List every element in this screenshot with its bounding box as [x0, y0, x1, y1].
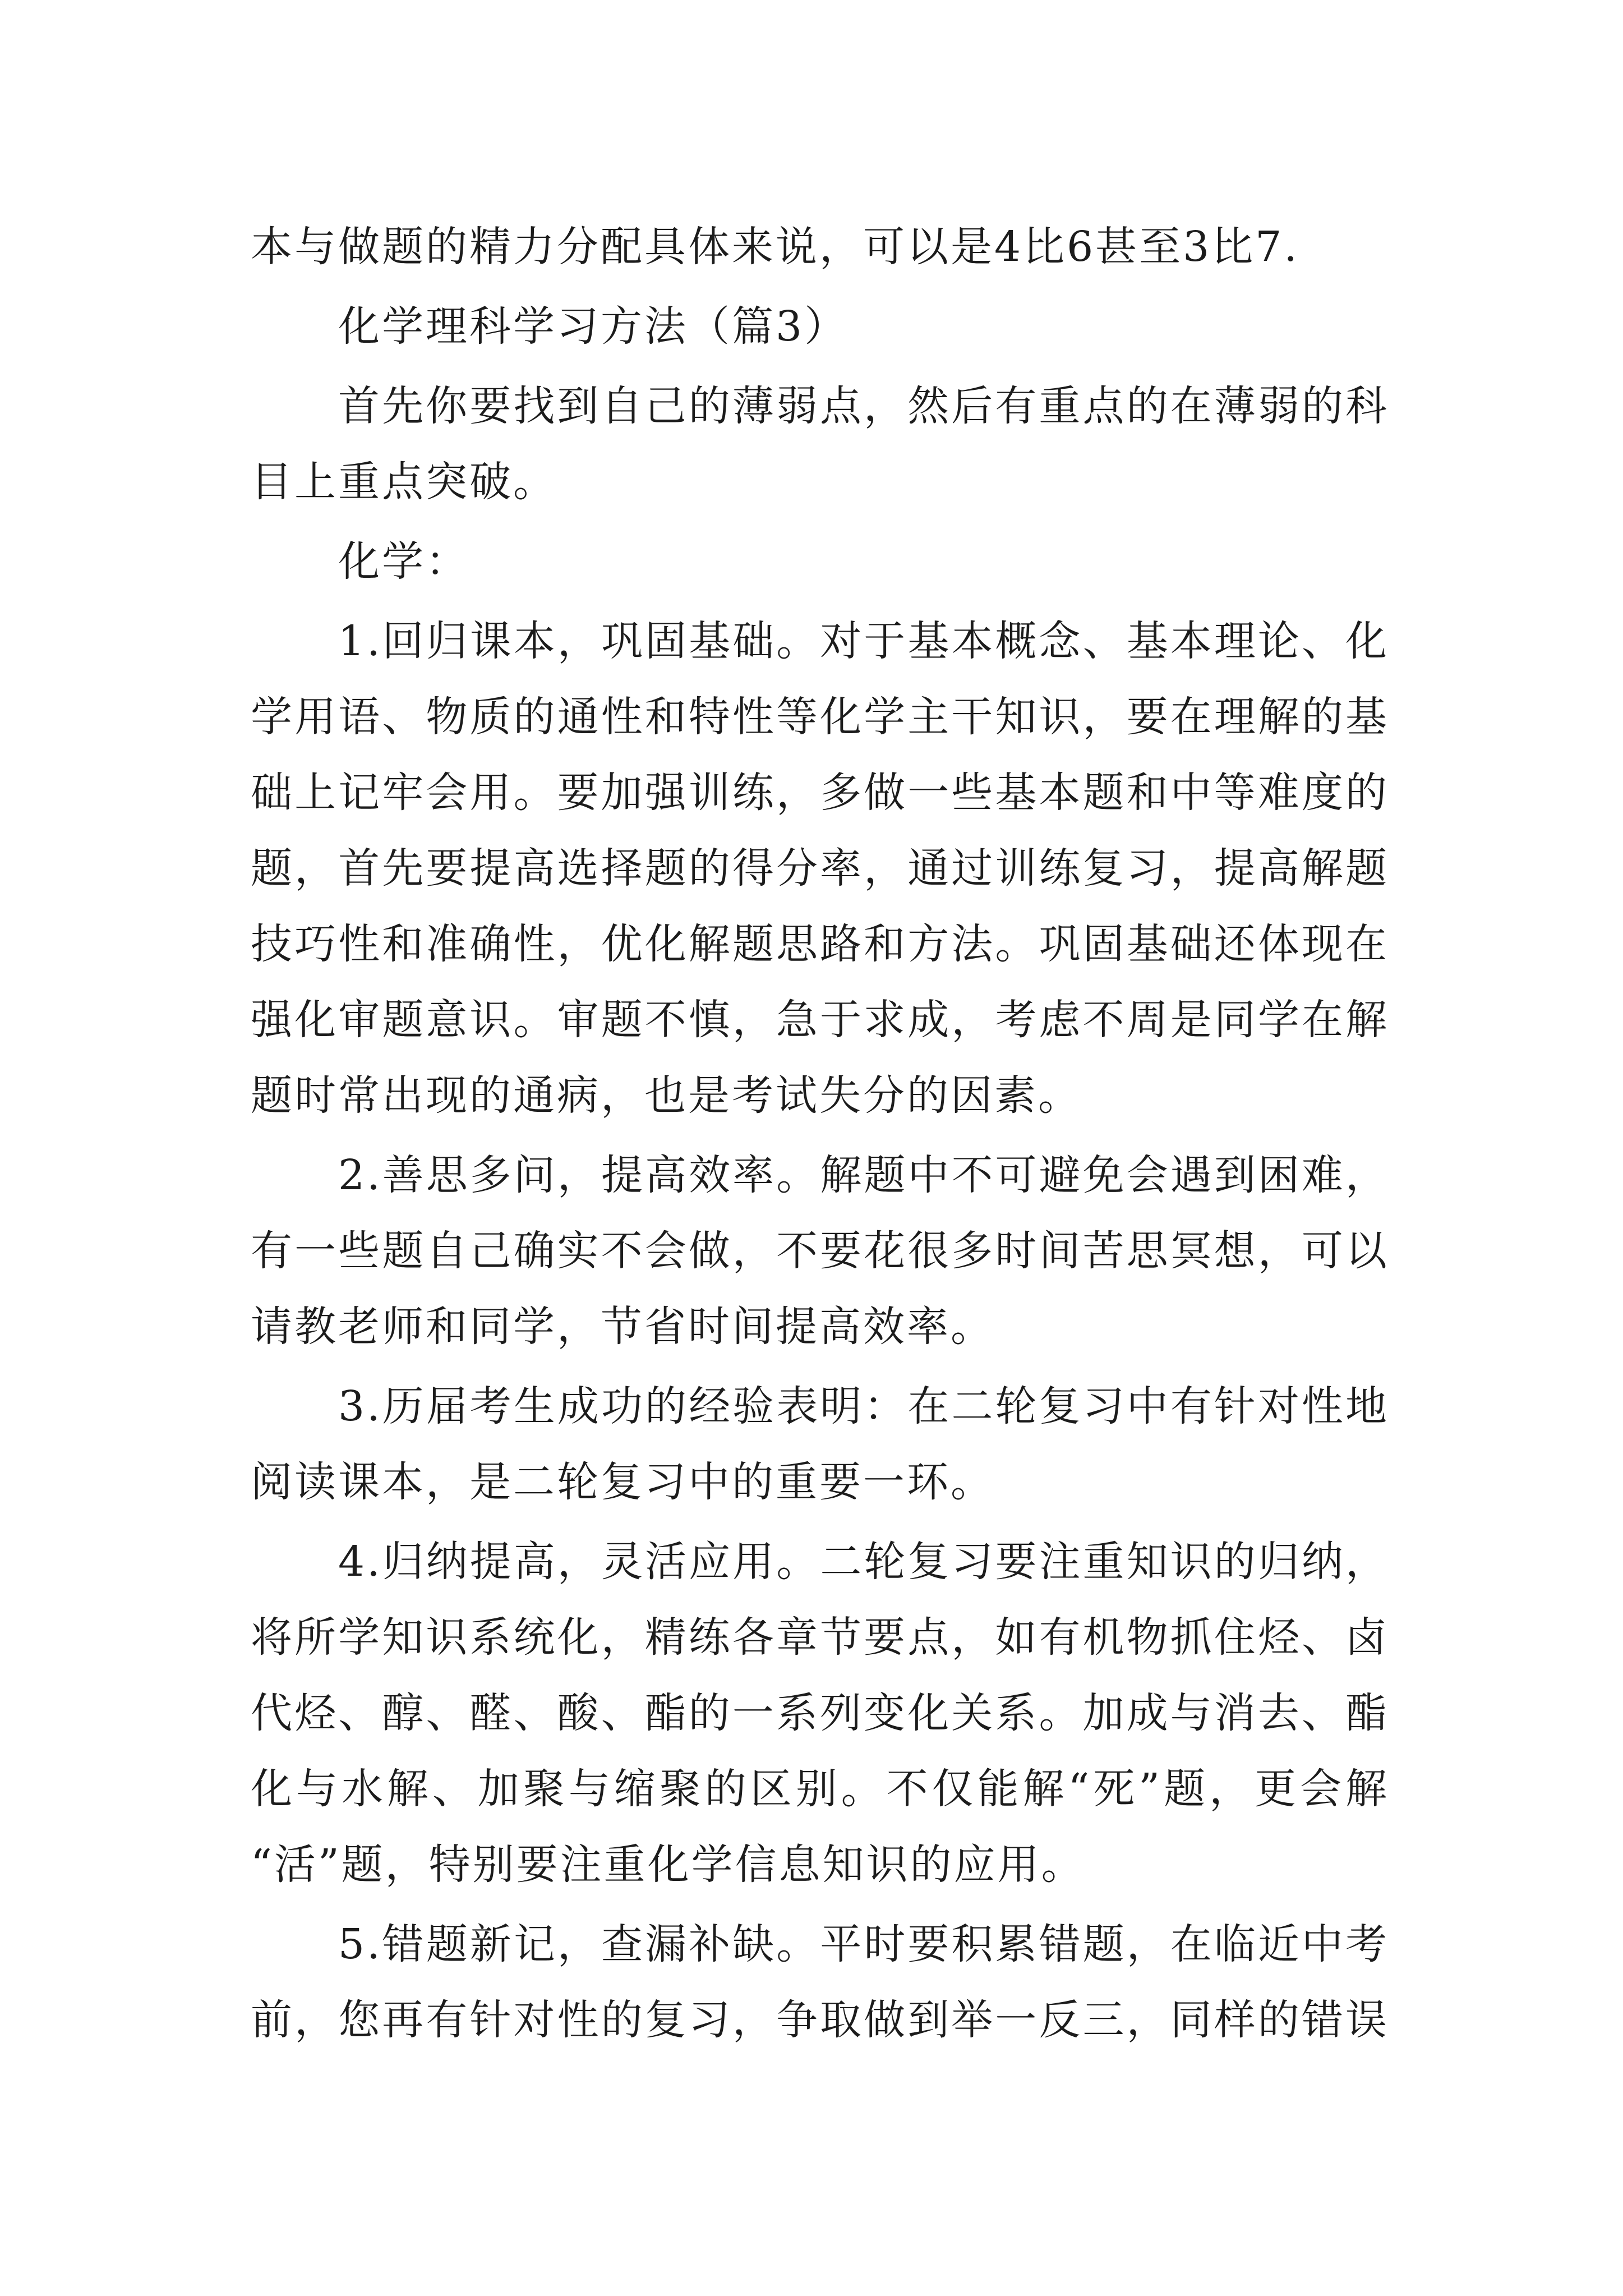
text-line: 5.错题新记，查漏补缺。平时要积累错题，在临近中考: [338, 1920, 1389, 1968]
text-line: 强化审题意识。审题不慎，急于求成，考虑不周是同学在解: [251, 996, 1389, 1044]
subject-label: 化学：: [338, 537, 469, 586]
tip-paragraph-5: [251, 1907, 1389, 2058]
intro-paragraph: [251, 369, 1389, 520]
text-line: 前，您再有针对性的复习，争取做到举一反三，同样的错误: [251, 1996, 1389, 2044]
continuation-paragraph: [251, 209, 1389, 285]
text-line: 本与做题的精力分配具体来说，可以是4比6甚至3比7.: [251, 223, 1299, 271]
text-line: “活”题，特别要注重化学信息知识的应用。: [251, 1841, 1085, 1889]
tip-paragraph-4: [251, 1524, 1389, 1903]
text-line: 请教老师和同学，节省时间提高效率。: [251, 1303, 994, 1351]
tip-paragraph-1: [251, 604, 1389, 1134]
section-heading: [251, 289, 1389, 365]
text-line: 3.历届考生成功的经验表明：在二轮复习中有针对性地: [338, 1382, 1389, 1430]
text-line: 1.回归课本，巩固基础。对于基本概念、基本理论、化: [338, 617, 1389, 665]
text-line: 题时常出现的通病，也是考试失分的因素。: [251, 1071, 1082, 1120]
tip-paragraph-3: [251, 1369, 1389, 1520]
subject-heading: [251, 524, 1389, 600]
tip-paragraph-2: [251, 1138, 1389, 1365]
document-page: [251, 209, 1389, 2062]
text-line: 技巧性和准确性，优化解题思路和方法。巩固基础还体现在: [251, 920, 1389, 968]
text-line: 阅读课本，是二轮复习中的重要一环。: [251, 1458, 994, 1506]
text-line: 4.归纳提高，灵活应用。二轮复习要注重知识的归纳，: [338, 1538, 1389, 1586]
section-title: 化学理科学习方法（篇3）: [338, 302, 849, 351]
text-line: 化与水解、加聚与缩聚的区别。不仅能解“死”题，更会解: [251, 1765, 1389, 1813]
text-line: 2.善思多问，提高效率。解题中不可避免会遇到困难，: [338, 1151, 1389, 1199]
text-line: 础上记牢会用。要加强训练，多做一些基本题和中等难度的: [251, 769, 1389, 817]
text-line: 题，首先要提高选择题的得分率，通过训练复习，提高解题: [251, 844, 1389, 892]
text-line: 目上重点突破。: [251, 458, 557, 506]
text-line: 学用语、物质的通性和特性等化学主干知识，要在理解的基: [251, 693, 1389, 741]
text-line: 有一些题自己确实不会做，不要花很多时间苦思冥想，可以: [251, 1227, 1389, 1275]
text-line: 首先你要找到自己的薄弱点，然后有重点的在薄弱的科: [338, 382, 1389, 430]
text-line: 代烃、醇、醛、酸、酯的一系列变化关系。加成与消去、酯: [251, 1689, 1389, 1737]
text-line: 将所学知识系统化，精练各章节要点，如有机物抓住烃、卤: [251, 1613, 1389, 1662]
